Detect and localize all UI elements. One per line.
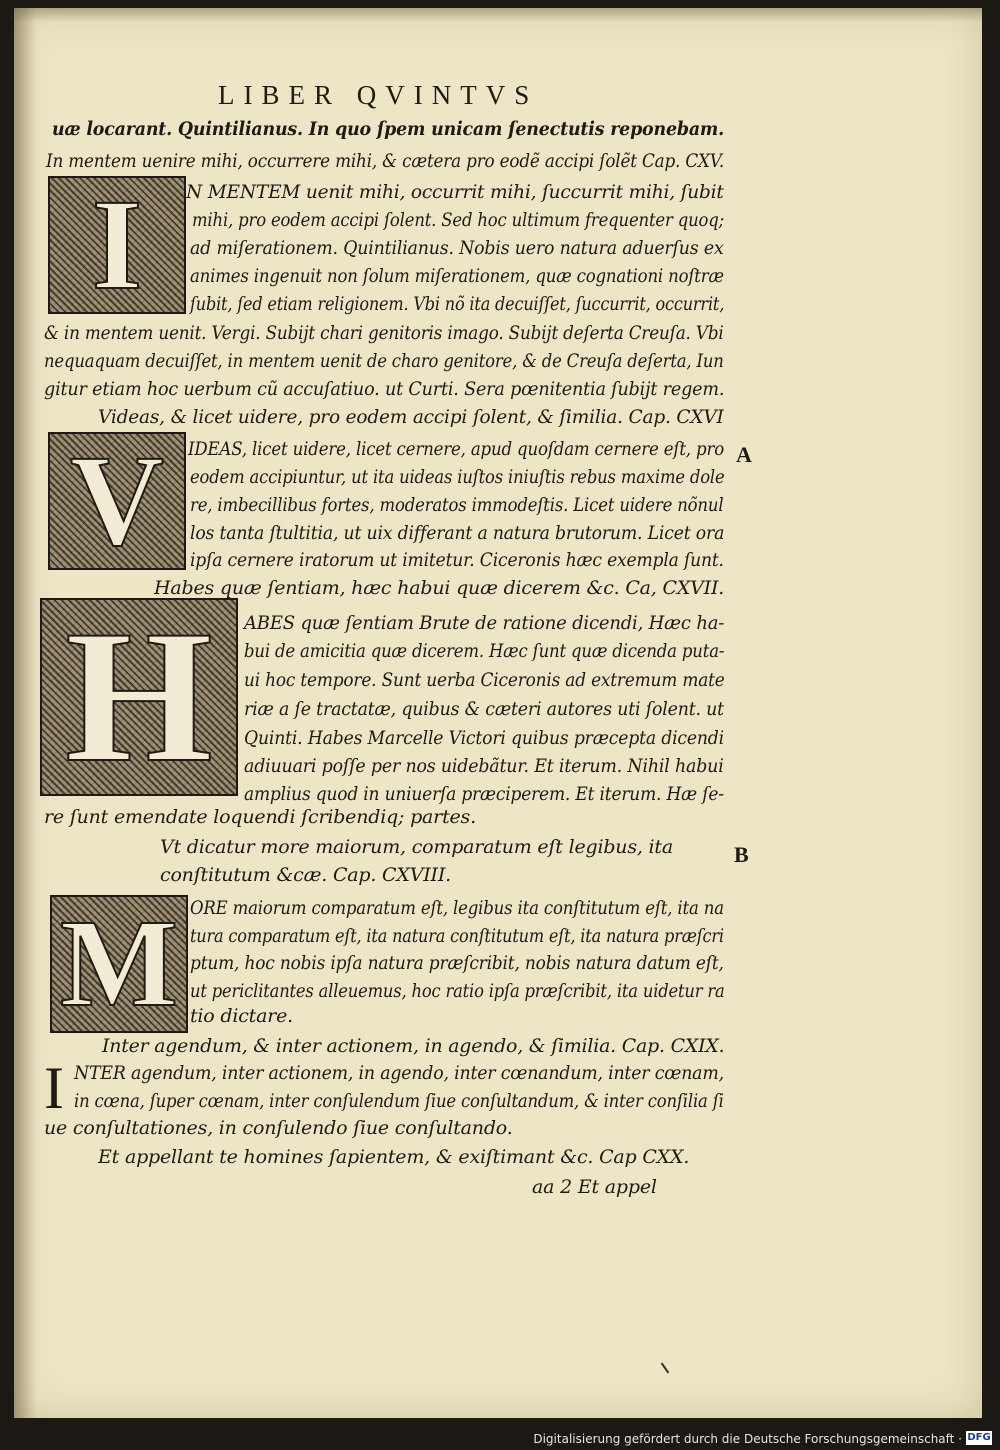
text-line: ue conſultationes, in conſulendo ſiue conſultando.: [44, 1117, 513, 1139]
text-line: nequaquam decuiſſet, in mentem uenit de charo genitore, & de Creuſa deſerta, Iun: [44, 350, 724, 372]
text-line: bui de amicitia quæ dicerem. Hæc ſunt quæ dicenda puta-: [244, 640, 725, 662]
woodcut-initial-m: [50, 895, 188, 1033]
text-line: ptum, hoc nobis ipſa natura præſcribit, nobis natura datum eſt,: [190, 952, 724, 974]
text-line: in cœna, ſuper cœnam, inter conſulendum ſiue conſultandum, & inter conſilia ſi: [74, 1090, 724, 1112]
initial-letter-v: V: [70, 432, 164, 570]
woodcut-initial-h: [40, 598, 238, 796]
text-line: IDEAS, licet uidere, licet cernere, apud quoſdam cernere eſt, pro: [188, 438, 725, 460]
chapter-heading: Et appellant te homines ſapientem, & exiſtimant &c. Cap CXX.: [98, 1146, 690, 1168]
margin-letter-b: B: [734, 842, 749, 867]
text-line: mihi, pro eodem accipi ſolent. Sed hoc ultimum frequenter quoq;: [192, 209, 724, 231]
text-line: adiuuari poſſe per nos uidebãtur. Et iterum. Nihil habui: [244, 755, 724, 777]
chapter-heading: Videas, & licet uidere, pro eodem accipi ſolent, & ſimilia. Cap. CXVI: [98, 406, 724, 428]
chapter-heading: conſtitutum &cæ. Cap. CXVIII.: [160, 864, 452, 886]
chapter-heading: Vt dicatur more maiorum, comparatum eſt legibus, ita: [160, 836, 674, 858]
text-line: ORE maiorum comparatum eſt, legibus ita conſtitutum eſt, ita na: [190, 897, 724, 919]
text-line: riæ a ſe tractatæ, quibus & cæteri autores uti ſolent. ut: [244, 698, 724, 720]
initial-letter-h: H: [65, 598, 213, 796]
text-line: los tanta ſtultitia, ut uix differant a natura brutorum. Licet ora: [190, 522, 725, 544]
text-line: ut periclitantes alleuemus, hoc ratio ipſa præſcribit, ita uidetur ra: [190, 980, 725, 1002]
initial-letter-i: I: [91, 176, 143, 314]
text-line: animes ingenuit non ſolum miſerationem, quæ cognationi noſtræ: [190, 265, 724, 287]
digitization-footer: [0, 1420, 1000, 1450]
page-top-shadow: [14, 8, 982, 22]
margin-letter-a: A: [736, 442, 752, 467]
woodcut-initial-v: [48, 432, 186, 570]
text-line: gitur etiam hoc uerbum cũ accuſatiuo. ut Curti. Sera pœnitentia ſubijt regem.: [44, 378, 725, 400]
text-line: re ſunt emendate loquendi ſcribendiq; partes.: [44, 806, 476, 828]
text-line: NTER agendum, inter actionem, in agendo, inter cœnandum, inter cœnam,: [74, 1062, 724, 1084]
text-line: ad miſerationem. Quintilianus. Nobis uero natura aduerſus ex: [190, 237, 724, 259]
chapter-heading: Inter agendum, & inter actionem, in agendo, & ſimilia. Cap. CXIX.: [102, 1035, 725, 1057]
text-line: N MENTEM uenit mihi, occurrit mihi, ſuccurrit mihi, ſubit: [186, 181, 724, 203]
initial-letter-m: M: [60, 895, 178, 1033]
text-line: & in mentem uenit. Vergi. Subijt chari genitoris imago. Subijt deſerta Creuſa. Vbi: [44, 322, 724, 344]
chapter-heading: Habes quæ ſentiam, hæc habui quæ dicerem &c. Ca, CXVII.: [154, 577, 725, 599]
text-line: amplius quod in uniuerſa præciperem. Et iterum. Hæ ſe-: [244, 783, 724, 805]
text-line: eodem accipiuntur, ut ita uideas iuſtos iniuſtis rebus maxime dole: [190, 466, 725, 488]
running-head: LIBER QVINTVS: [218, 80, 539, 110]
footer-credit-text: Digitalisierung gefördert durch die Deutsche Forschungsgemeinschaft ·: [533, 1432, 962, 1446]
woodcut-initial-i: [48, 176, 186, 314]
chapter-heading: In mentem uenire mihi, occurrere mihi, & cætera pro eodẽ accipi ſolẽt Cap. CXV.: [46, 150, 725, 172]
text-line: tura comparatum eſt, ita natura conſtitutum eſt, ita natura præſcri: [190, 925, 724, 947]
text-line: Quinti. Habes Marcelle Victori quibus præcepta dicendi: [244, 727, 724, 749]
page-gutter-shadow: [14, 8, 36, 1418]
plain-initial-i: I: [44, 1055, 64, 1121]
text-line: re, imbecillibus fortes, moderatos immodeſtis. Licet uidere nõnul: [190, 494, 724, 516]
text-line: uæ locarant. Quintilianus. In quo ſpem unicam ſenectutis reponebam.: [52, 118, 725, 140]
dfg-logo: DFG: [967, 1432, 991, 1443]
signature-catchword: aa 2 Et appel: [532, 1176, 657, 1198]
text-line: ABES quæ ſentiam Brute de ratione dicendi, Hæc ha-: [244, 612, 725, 634]
text-line: tio dictare.: [190, 1005, 293, 1027]
text-line: ſubit, ſed etiam religionem. Vbi nõ ita decuiſſet, ſuccurrit, occurrit,: [190, 293, 725, 315]
text-line: ipſa cernere iratorum ut imitetur. Ciceronis hæc exempla ſunt.: [190, 549, 724, 571]
text-line: ui hoc tempore. Sunt uerba Ciceronis ad extremum mate: [244, 669, 725, 691]
